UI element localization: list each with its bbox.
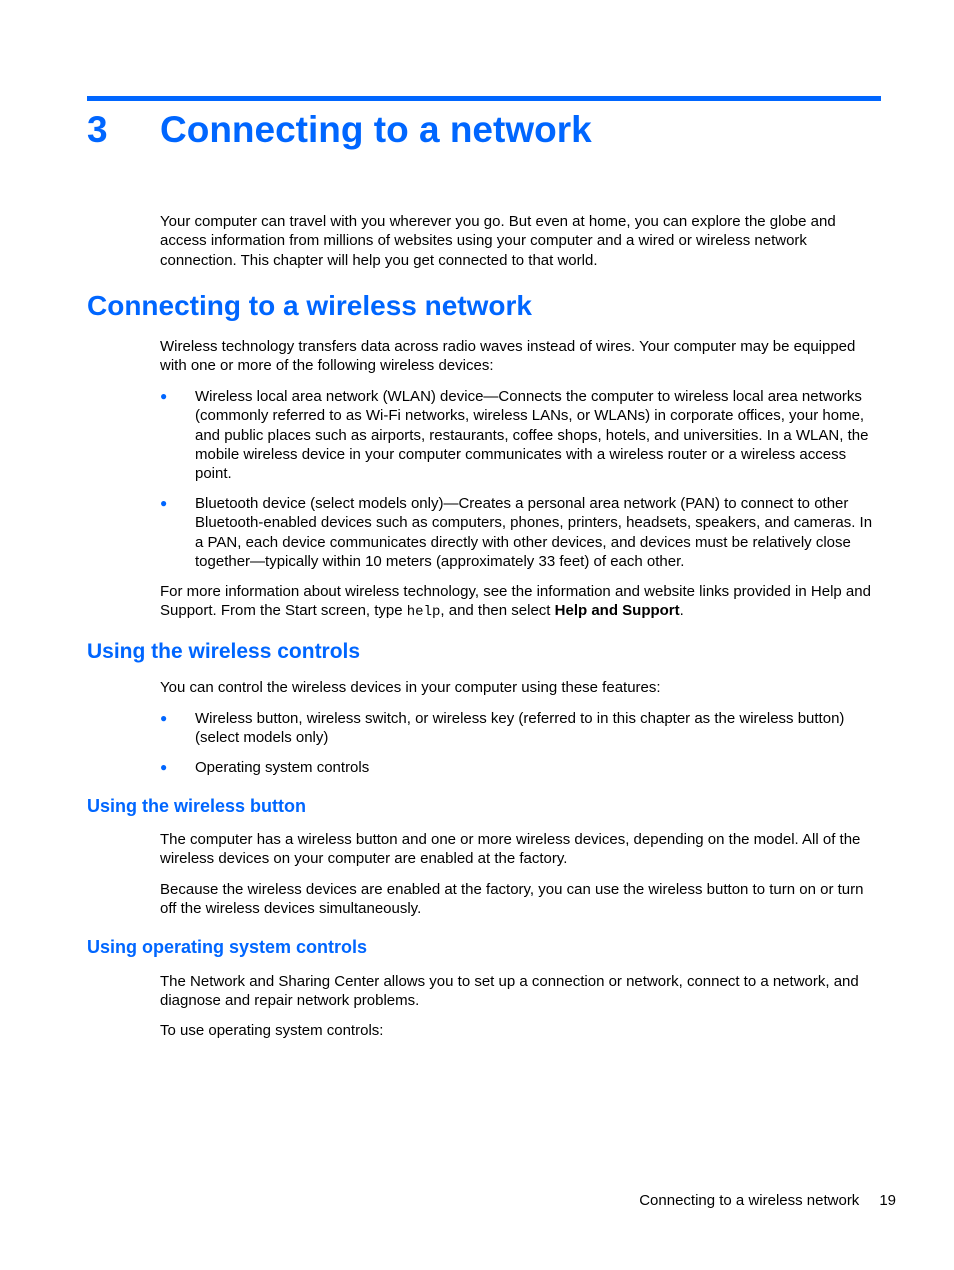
bullet-icon: ● [160, 760, 168, 774]
bullet-icon: ● [160, 389, 168, 403]
list-item-text: Wireless button, wireless switch, or wireless key (referred to in this chapter as the wireless button) (select models only) [195, 710, 845, 747]
more-info-text: For more information about wireless technology, see the information and website links provided in Help and Support. From the Start screen, type [160, 583, 871, 620]
list-item-text: Wireless local area network (WLAN) device—Connects the computer to wireless local area networks (commonly referred to as Wi-Fi networks, wireless LANs, or WLANs) in corporate offices, your home, and public places such as airports, restaurants, coffee shops, hotels, and universities. In a WLAN, the mobile wireless device in your computer communicates with a wireless router or a wireless access point. [195, 388, 869, 483]
list-item [160, 387, 884, 483]
list-item-text: Operating system controls [195, 759, 370, 776]
os-paragraph-2: To use operating system controls: [160, 1022, 384, 1039]
more-info-suffix: . [679, 602, 684, 620]
section-heading-button: Using the wireless button [87, 796, 307, 816]
list-item-text: Bluetooth device (select models only)—Creates a personal area network (PAN) to connect to other Bluetooth-enabled devices such as computers, phones, printers, headsets, speakers, and cameras. In a PAN, each device communicates directly with other devices, and devices must be relatively close together—typically within 10 meters (approximately 33 feet) of each other. [195, 495, 873, 570]
list-item [160, 709, 884, 748]
code-help: help [406, 604, 441, 621]
chapter-title-text: Connecting to a network [160, 109, 592, 150]
controls-paragraph: You can control the wireless devices in your computer using these features: [160, 679, 661, 696]
bullet-icon: ● [160, 711, 168, 725]
more-info-paragraph [160, 582, 884, 623]
os-paragraph-1: The Network and Sharing Center allows you to set up a connection or network, connect to a network, and diagnose and repair network problems. [160, 973, 859, 1010]
button-paragraph-1: The computer has a wireless button and one or more wireless devices, depending on the model. All of the wireless devices on your computer are enabled at the factory. [160, 831, 861, 868]
section-heading-wireless: Connecting to a wireless network [87, 290, 532, 321]
section-heading-os: Using operating system controls [87, 937, 368, 957]
help-and-support-label: Help and Support [554, 602, 680, 620]
section-heading-controls: Using the wireless controls [87, 640, 361, 663]
wireless-intro-paragraph: Wireless technology transfers data across radio waves instead of wires. Your computer may be equipped with one or more of the following wireless devices: [160, 338, 856, 375]
page-number: 19 [879, 1192, 896, 1209]
more-info-text-middle: , and then select [440, 602, 555, 620]
button-paragraph-2: Because the wireless devices are enabled at the factory, you can use the wireless button to turn on or turn off the wireless devices simultaneously. [160, 881, 864, 918]
list-item [160, 758, 884, 777]
bullet-icon: ● [160, 496, 168, 510]
chapter-rule [87, 96, 881, 101]
page-footer [560, 1191, 896, 1211]
chapter-title [87, 106, 592, 154]
list-item [160, 494, 884, 571]
intro-paragraph: Your computer can travel with you wherever you go. But even at home, you can explore the globe and access information from millions of websites using your computer and a wired or wireless network connection. This chapter will help you get connected to that world. [160, 213, 836, 269]
footer-section-title: Connecting to a wireless network [639, 1192, 860, 1209]
chapter-number: 3 [87, 109, 108, 150]
